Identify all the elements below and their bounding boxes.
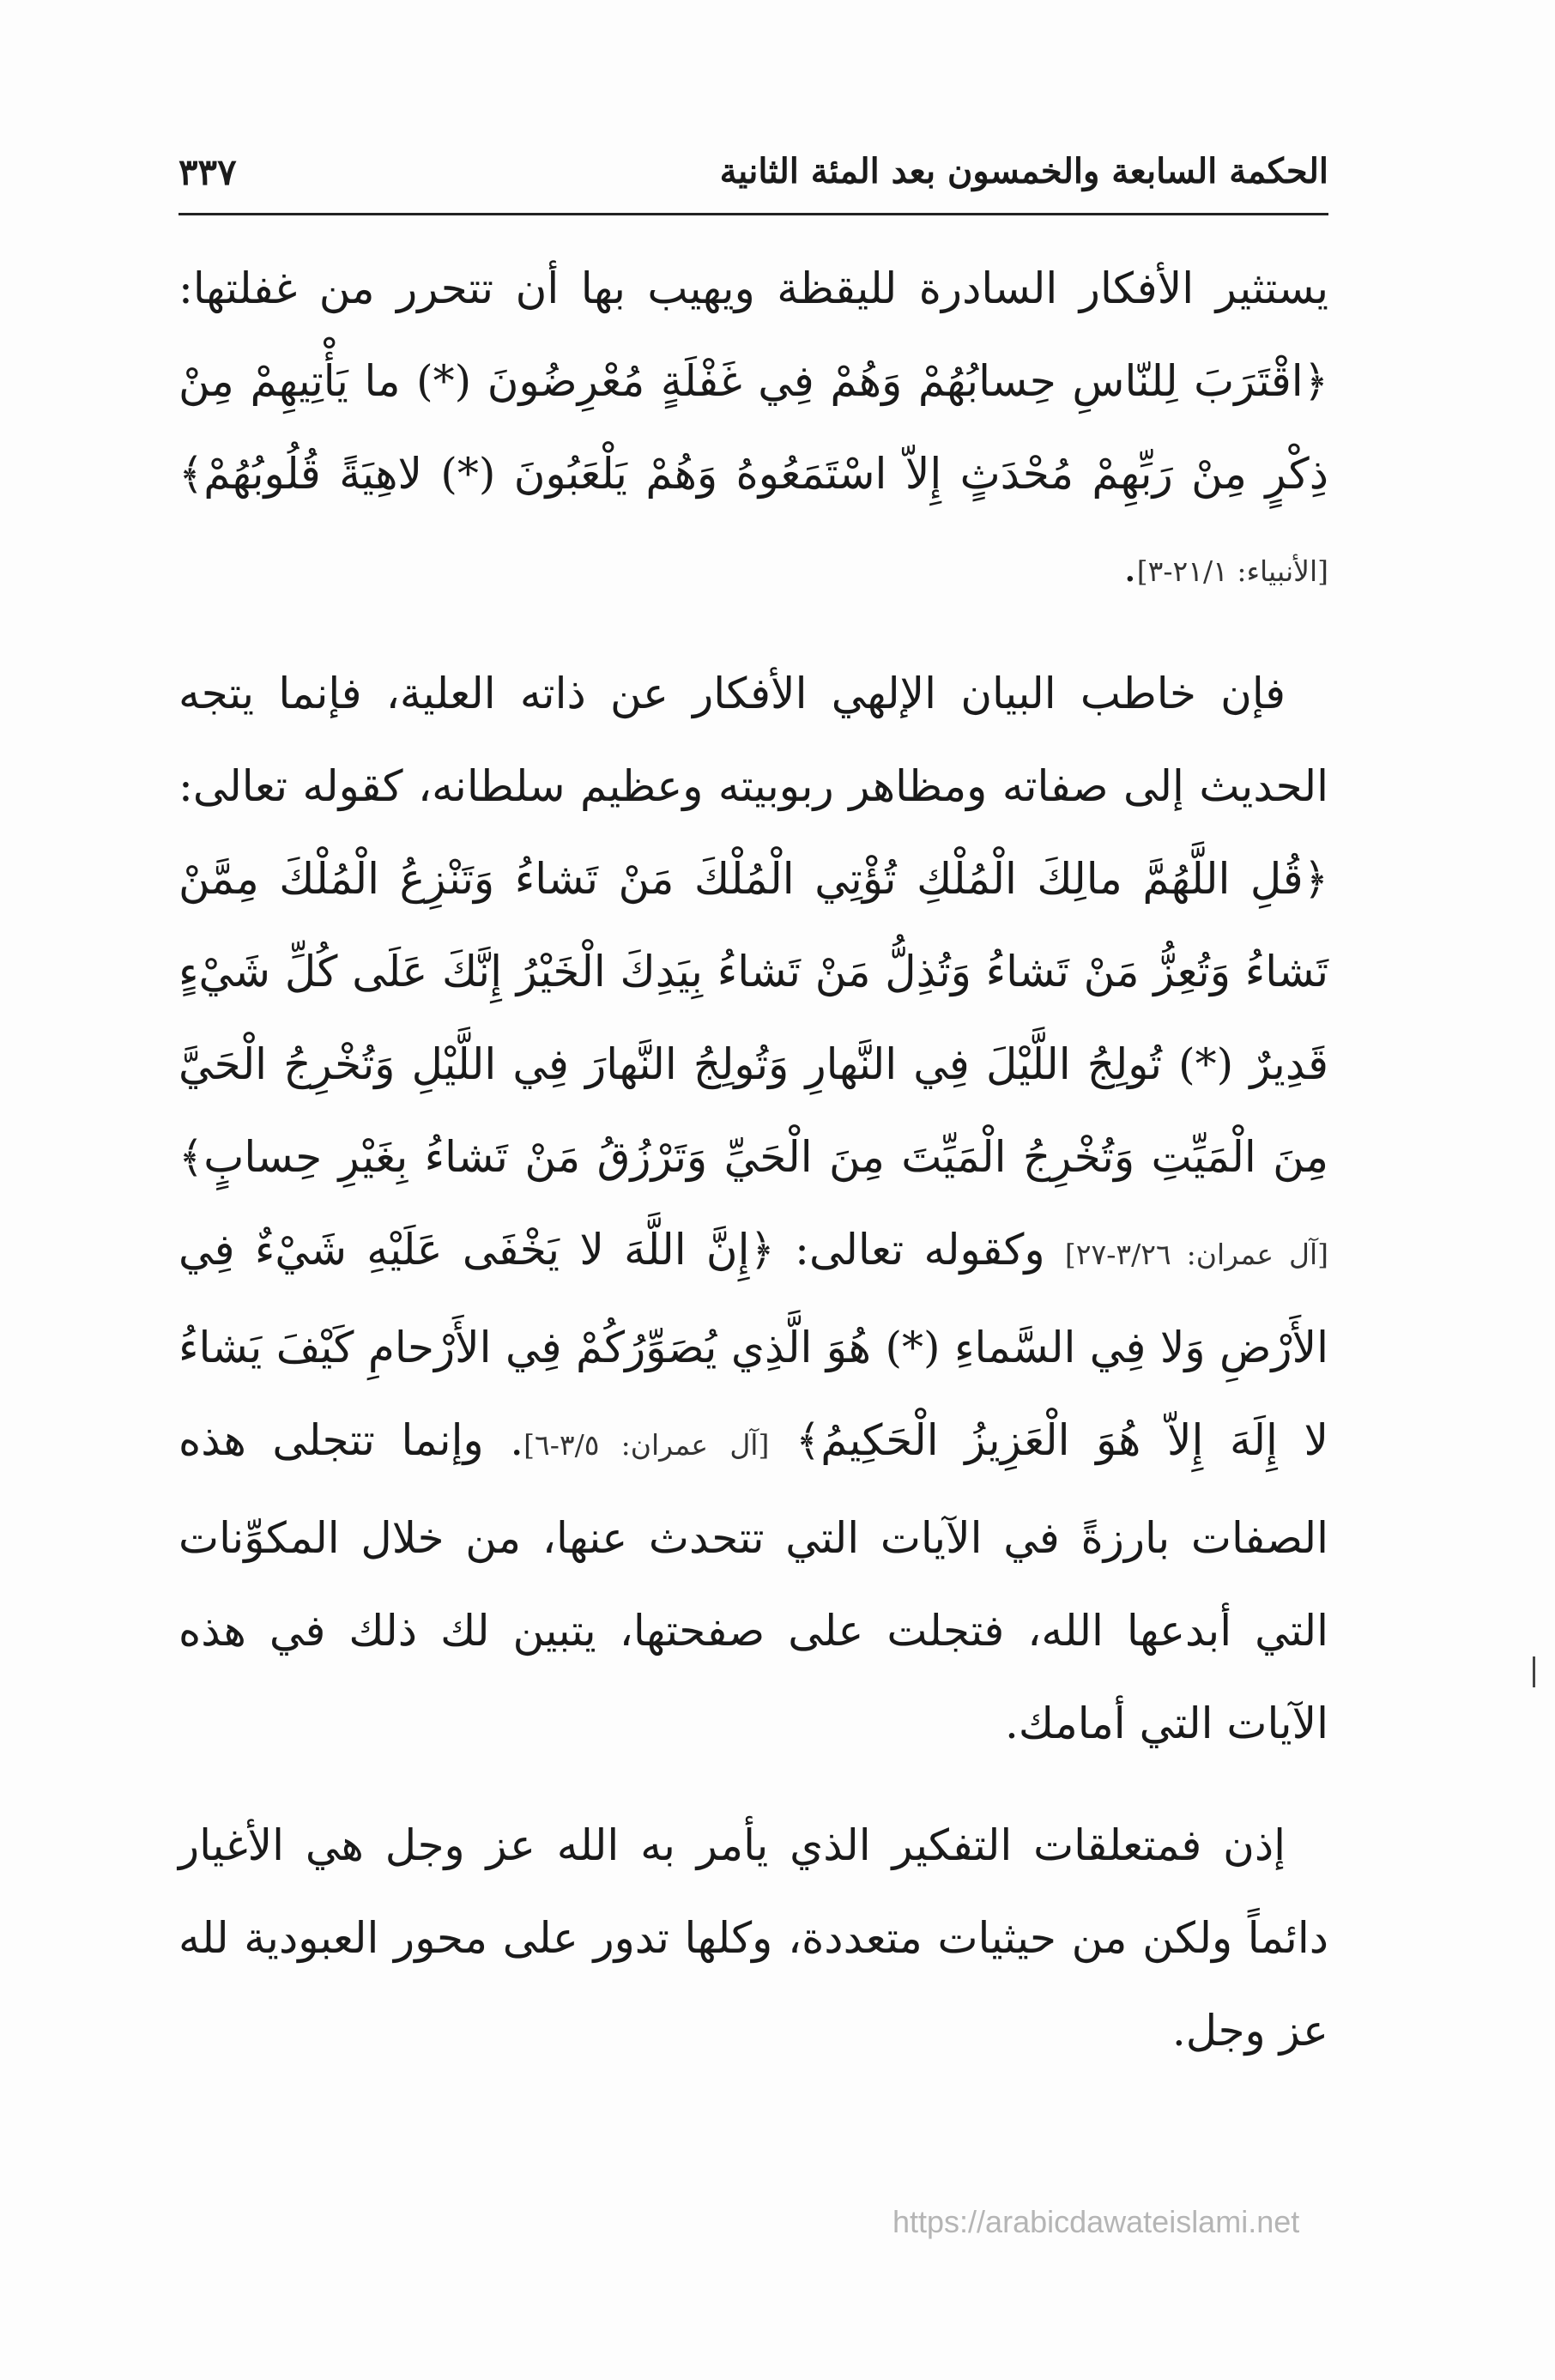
paragraph-1-tail: . — [1122, 542, 1137, 591]
paragraph-1 — [178, 242, 1328, 618]
running-title: الحكمة السابعة والخمسون بعد المئة الثانية — [719, 151, 1328, 191]
paragraph-2-text: فإن خاطب البيان الإلهي الأفكار عن ذاته العلية، فإنما يتجه الحديث إلى صفاته ومظاهر ربوبيته وعظيم سلطانه، كقوله تعالى: ﴿قُلِ اللَّهُمَّ مالِكَ الْمُلْكِ تُؤْتِي الْمُلْكَ مَنْ تَشاءُ وَتَنْزِعُ الْمُلْكَ مِمَّنْ تَشاءُ وَتُعِزُّ مَنْ تَشاءُ وَتُذِلُّ مَنْ تَشاءُ بِيَدِكَ الْخَيْرُ إِنَّكَ عَلَى كُلِّ شَيْءٍ قَدِيرٌ (*) تُولِجُ اللَّيْلَ فِي النَّهارِ وَتُولِجُ النَّهارَ فِي اللَّيْلِ وَتُخْرِجُ الْحَيَّ مِنَ الْمَيِّتِ وَتُخْرِجُ الْمَيِّتَ مِنَ الْحَيِّ وَتَرْزُقُ مَنْ تَشاءُ بِغَيْرِ حِسابٍ﴾ — [178, 669, 1328, 1182]
quran-reference: [الأنبياء: ٢١/١-٣] — [1136, 554, 1328, 588]
paragraph-2-tail: وكقوله تعالى: ﴿إِنَّ اللَّهَ لا يَخْفَى عَلَيْهِ شَيْءٌ فِي الأَرْضِ وَلا فِي السَّماءِ (*) هُوَ الَّذِي يُصَوِّرُكُمْ فِي الأَرْحامِ كَيْفَ يَشاءُ لا إِلَهَ إِلاّ هُوَ الْعَزِيزُ الْحَكِيمُ﴾ — [178, 1225, 1328, 1465]
quran-reference: [آل عمران: ٣/٢٦-٢٧] — [1064, 1238, 1329, 1271]
paragraph-2 — [178, 647, 1328, 1770]
page-number: ٣٣٧ — [178, 151, 237, 193]
header-rule — [178, 213, 1328, 215]
paragraph-3 — [178, 1799, 1328, 2077]
quran-reference: [آل عمران: ٣/٥-٦] — [523, 1428, 770, 1462]
body-text — [178, 242, 1328, 2077]
paragraph-3-text: إذن فمتعلقات التفكير الذي يأمر به الله عز وجل هي الأغيار دائماً ولكن من حيثيات متعددة، وكلها تدور على محور العبودية لله عز وجل. — [178, 1820, 1328, 2056]
paragraph-2-tail-2: . وإنما تتجلى هذه الصفات بارزةً في الآيات التي تتحدث عنها، من خلال المكوِّنات التي أبدعها الله، فتجلت على صفحتها، يتبين لك ذلك في هذه الآيات التي أمامك. — [178, 1415, 1328, 1748]
margin-mark — [1533, 1656, 1535, 1687]
page-header — [178, 144, 1328, 213]
paragraph-1-text: يستثير الأفكار السادرة لليقظة ويهيب بها أن تتحرر من غفلتها: ﴿اقْتَرَبَ لِلنّاسِ حِسابُهُمْ وَهُمْ فِي غَفْلَةٍ مُعْرِضُونَ (*) ما يَأْتِيهِمْ مِنْ ذِكْرٍ مِنْ رَبِّهِمْ مُحْدَثٍ إِلاّ اسْتَمَعُوهُ وَهُمْ يَلْعَبُونَ (*) لاهِيَةً قُلُوبُهُمْ﴾ — [178, 263, 1328, 499]
watermark-url: https://arabicdawateislami.net — [892, 2204, 1300, 2239]
